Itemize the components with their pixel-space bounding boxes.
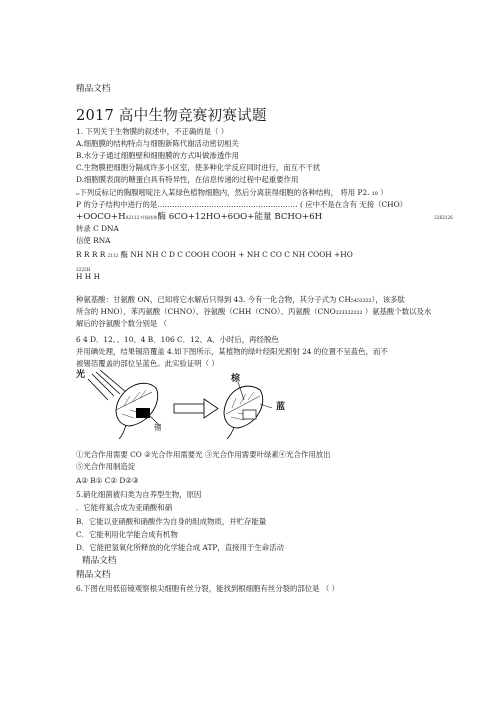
q2-line-3-sub: A2112 叶绿体和 [125,215,158,220]
q2-line-3 [76,212,453,223]
page-footer-label: 精品文档 [82,556,117,566]
q4-options-line-2: ⑤光合作用制造淀 [76,462,136,471]
q5-option-a: ．它能将氮合成为亚硝酸和硝 [76,503,173,512]
page-title: 2017 高中生物竞赛初赛试题 [76,107,267,124]
leaf-right [224,382,272,439]
light-rays [88,370,126,400]
q5-option-d: D．它能把氢氧化所释放的化学能合成 ATP，直接用于生命活动 [76,543,284,552]
q2-line-2: P 的分子结构中进行的是………………………………………………… ( 应中不是在含有 无接（CHO） [76,200,408,209]
label-blue: 蓝 [276,402,286,412]
leaf-diagram [86,370,276,440]
q1-option-a: A.细胞膜的结构特点与细胞新陈代谢活动密切相关 [76,139,239,148]
q2-line-1 [76,188,388,199]
label-foil: 锡 [154,423,162,432]
q1-option-d: D.细胞膜表面的糖蛋白具有特异性，在信息传递的过程中起重要作用 [76,175,299,184]
foil-patch [136,408,150,418]
q3-line-2: 所含的 HNO）、苯丙氨酸（CHNO）、谷氨酸（CHH（CNO）、丙氨酸（CNO₂₂₃₃₂₂₂₂₂ ）氨基酸个数以及水 [76,307,432,316]
q2-line-6-sub: 2112 [107,253,119,258]
page-header-label-2: 精品文档 [76,570,111,580]
q2-line-3-c: 2262126 [434,215,453,220]
q6-stem: 6.下图在用低倍镜观察根尖细胞有丝分裂，能找到根细胞有丝分裂的部位是 （ ） [76,584,340,593]
uncolored-patch [243,410,256,419]
q4-options-line-1: ①光合作用需要 CO ②光合作用需要光 ③光合作用需要叶绿素④光合作用放出 [76,450,331,459]
q4-choices: A② B① C② D②③ [76,476,139,485]
q2-line-8: H H H [76,272,101,281]
q3-line-6: 被锡箔覆盖的部位呈蓝色。此实验证明（ ） [76,359,219,368]
q2-line-1-text: 下列反标记的胸腺嘧啶注入某绿色植物细胞内，然后分离获得细胞的各种结构， 将用 P2. ₁₈ ） [79,188,388,197]
q2-line-3-a: +OOCO+H [76,212,126,222]
q2-line-6 [76,250,353,261]
header-label: 精品文档 [76,84,111,94]
process-arrow [174,399,218,418]
q1-option-b: B.水分子通过细胞壁和细胞膜的方式叫做渗透作用 [76,151,239,160]
q3-line-3: 解后的谷氨酸个数分别是 （ [76,319,168,328]
q5-option-b: B．它能以亚硝酸和硝酸作为自身的组成物质，并贮存能量 [76,517,267,526]
q3-line-1: 种氨基酸：甘氨酸 ON，已知将它水解后只得到 43. 今有一化合物，其分子式为 CH₅₄₅₃₃₂₂），该多肽 [76,295,405,304]
q2-line-1-prefix: ₁₈ [76,191,80,196]
q2-line-5: 信使 RNA [76,236,111,245]
q5-option-c: C．它能利用化学能合成有机物 [76,530,178,539]
q2-line-7: 2222H [76,267,91,272]
q1-stem: 1. 下列关于生物膜的叙述中，不正确的是（ ） [76,127,229,136]
q2-line-4: 转录 C DNA [76,224,119,233]
q3-line-5: 并用碘处理，结果锡箔覆盖 4.如下图所示，某植物的绿叶经阳光照射 24 的位置不呈蓝色，而不 [76,347,388,356]
label-brown: 棕 [231,374,241,384]
q2-line-6-b: 酶 NH NH C D C COOH COOH + NH C CO C NH COOH +HO [118,250,353,259]
leaf-figure [86,370,276,440]
q1-option-c: C.生物膜把细胞分隔成许多小区室，使多种化学反应同时进行，而互不干扰 [76,163,321,172]
q3-line-4: 6 4 D．12、、10、4 B．106 C．12、A．小时后，再经脱色 [76,335,279,344]
label-light: 光 [76,370,86,380]
q5-stem: 5.硝化细菌被归类为自养型生物，原因 [76,490,202,499]
q2-line-3-b: 酶 6CO+12HO+6OO+能量 BCHO+6H [157,212,323,222]
q2-line-6-a: R R R R [76,250,108,259]
